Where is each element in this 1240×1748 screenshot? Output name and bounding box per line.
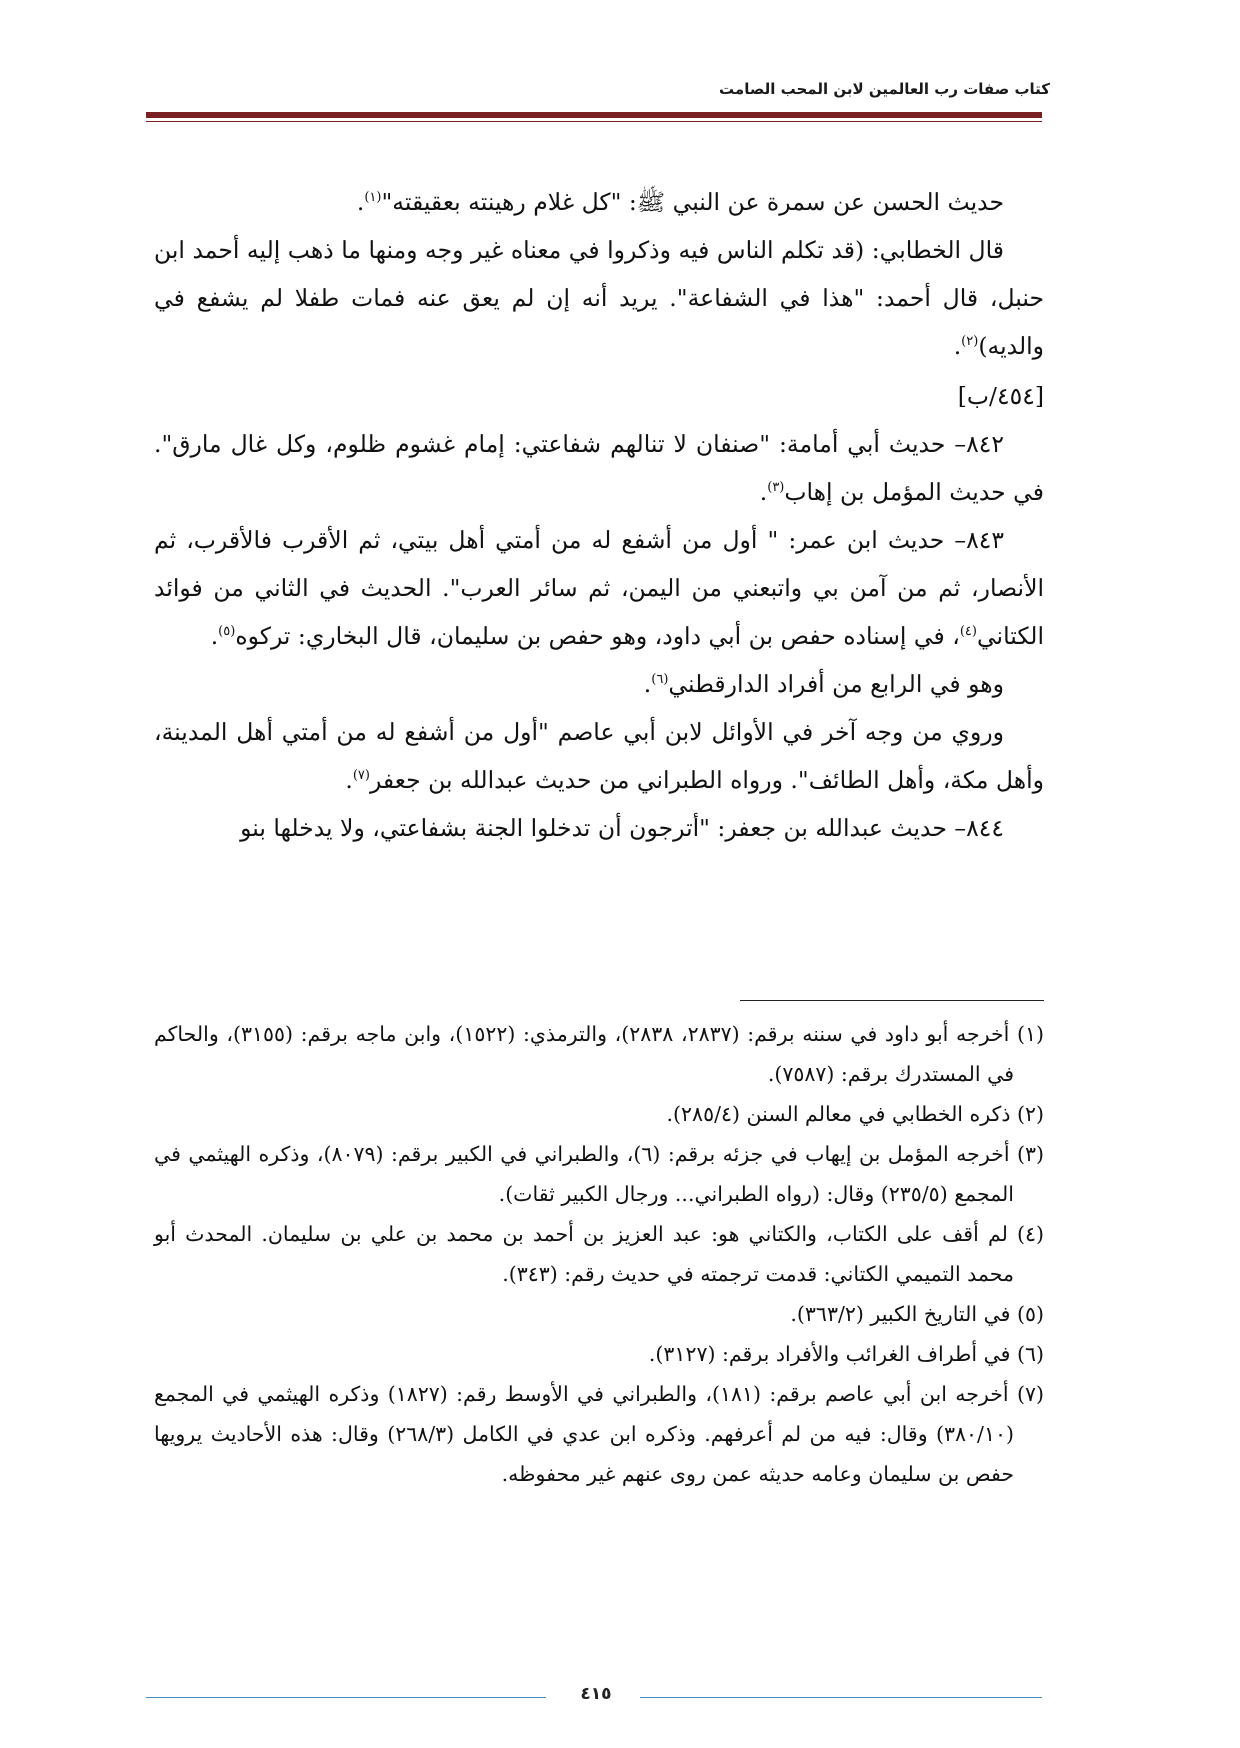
footnotes: [154, 1014, 1044, 1494]
footnote-ref-7: (٧): [352, 768, 370, 784]
paragraph-844: ٨٤٤– حديث عبدالله بن جعفر: "أترجون أن تدخلوا الجنة بشفاعتي، ولا يدخلها بنو: [240, 814, 1004, 842]
paragraph-6: وروي من وجه آخر في الأوائل لابن أبي عاصم "أول من أشفع له من أمتي أهل المدينة، وأهل مكة، وأهل الطائف". ورواه الطبراني من حديث عبدالله بن جعفر$^{(٧)}$.: [154, 718, 1044, 794]
footnote-ref-4: (٤): [959, 624, 977, 640]
paragraph-5: وهو في الرابع من أفراد الدارقطني$^{(٦)}$.: [643, 670, 1004, 698]
footnote-ref-3: (٣): [767, 480, 785, 496]
main-text: [154, 178, 1044, 852]
footnote-3: (٣) أخرجه المؤمل بن إيهاب في جزئه برقم: (٦)، والطبراني في الكبير برقم: (٨٠٧٩)، وذكره الهيثمي في المجمع (٢٣٥/٥) وقال: (رواه الطبراني... ورجال الكبير ثقات).: [154, 1142, 1044, 1206]
footnote-ref-6: (٦): [651, 672, 669, 688]
footnote-separator: [740, 1000, 1044, 1001]
footnote-5: (٥) في التاريخ الكبير (٣٦٣/٢).: [790, 1302, 1044, 1326]
footnote-ref-1: (١): [364, 190, 382, 206]
footnote-6: (٦) في أطراف الغرائب والأفراد برقم: (٣١٢٧).: [648, 1342, 1044, 1366]
header-rule: [146, 112, 1042, 118]
page-number: ٤١٥: [580, 1684, 612, 1704]
paragraph-842: ٨٤٢– حديث أبي أمامة: "صنفان لا تنالهم شفاعتي: إمام غشوم ظلوم، وكل غال مارق". في حديث المؤمل بن إهاب$^{(٣)}$.: [154, 430, 1044, 506]
running-header-title: كتاب صفات رب العالمين لابن المحب الصامت: [719, 80, 1050, 98]
footnote-ref-2: (٢): [961, 334, 979, 350]
footnote-1: (١) أخرجه أبو داود في سننه برقم: (٢٨٣٧، ٢٨٣٨)، والترمذي: (١٥٢٢)، وابن ماجه برقم: (٣١٥٥)، والحاكم في المستدرك برقم: (٧٥٨٧).: [154, 1022, 1044, 1086]
paragraph-1: حديث الحسن عن سمرة عن النبي ﷺ: "كل غلام رهينته بعقيقته"$^{(١)}$.: [356, 188, 1004, 216]
paragraph-2: قال الخطابي: (قد تكلم الناس فيه وذكروا في معناه غير وجه ومنها ما ذهب إليه أحمد ابن حنبل، قال أحمد: "هذا في الشفاعة". يريد أنه إن لم يعق عنه فمات طفلا لم يشفع في والديه)$^{(٢)}$.: [154, 236, 1044, 360]
footnote-2: (٢) ذكره الخطابي في معالم السنن (٢٨٥/٤).: [666, 1102, 1044, 1126]
footnote-4: (٤) لم أقف على الكتاب، والكتاني هو: عبد العزيز بن أحمد بن محمد بن علي بن سليمان. المحدث أبو محمد التميمي الكتاني: قدمت ترجمته في حديث رقم: (٣٤٣).: [154, 1222, 1044, 1286]
footer-rule-right: [640, 1697, 1042, 1698]
manuscript-locator: [٤٥٤/ب]: [957, 382, 1044, 410]
footnote-7: (٧) أخرجه ابن أبي عاصم برقم: (١٨١)، والطبراني في الأوسط رقم: (١٨٢٧) وذكره الهيثمي في المجمع (٣٨٠/١٠) وقال: فيه من لم أعرفهم. وذكره ابن عدي في الكامل (٢٦٨/٣) وقال: هذه الأحاديث يرويها حفص بن سليمان وعامه حديثه عمن روى عنهم غير محفوظه.: [154, 1382, 1044, 1486]
header-rule-thin: [146, 121, 1042, 122]
paragraph-843: ٨٤٣– حديث ابن عمر: " أول من أشفع له من أمتي أهل بيتي، ثم الأقرب فالأقرب، ثم الأنصار، ثم من آمن بي واتبعني من اليمن، ثم سائر العرب". الحديث في الثاني من فوائد الكتاني$^{(٤)}$، في إسناده حفص بن أبي داود، وهو حفص بن سليمان، قال البخاري: تركوه$^{(٥)}$.: [154, 526, 1044, 650]
footnote-ref-5: (٥): [218, 624, 236, 640]
footer-rule-left: [146, 1697, 546, 1698]
